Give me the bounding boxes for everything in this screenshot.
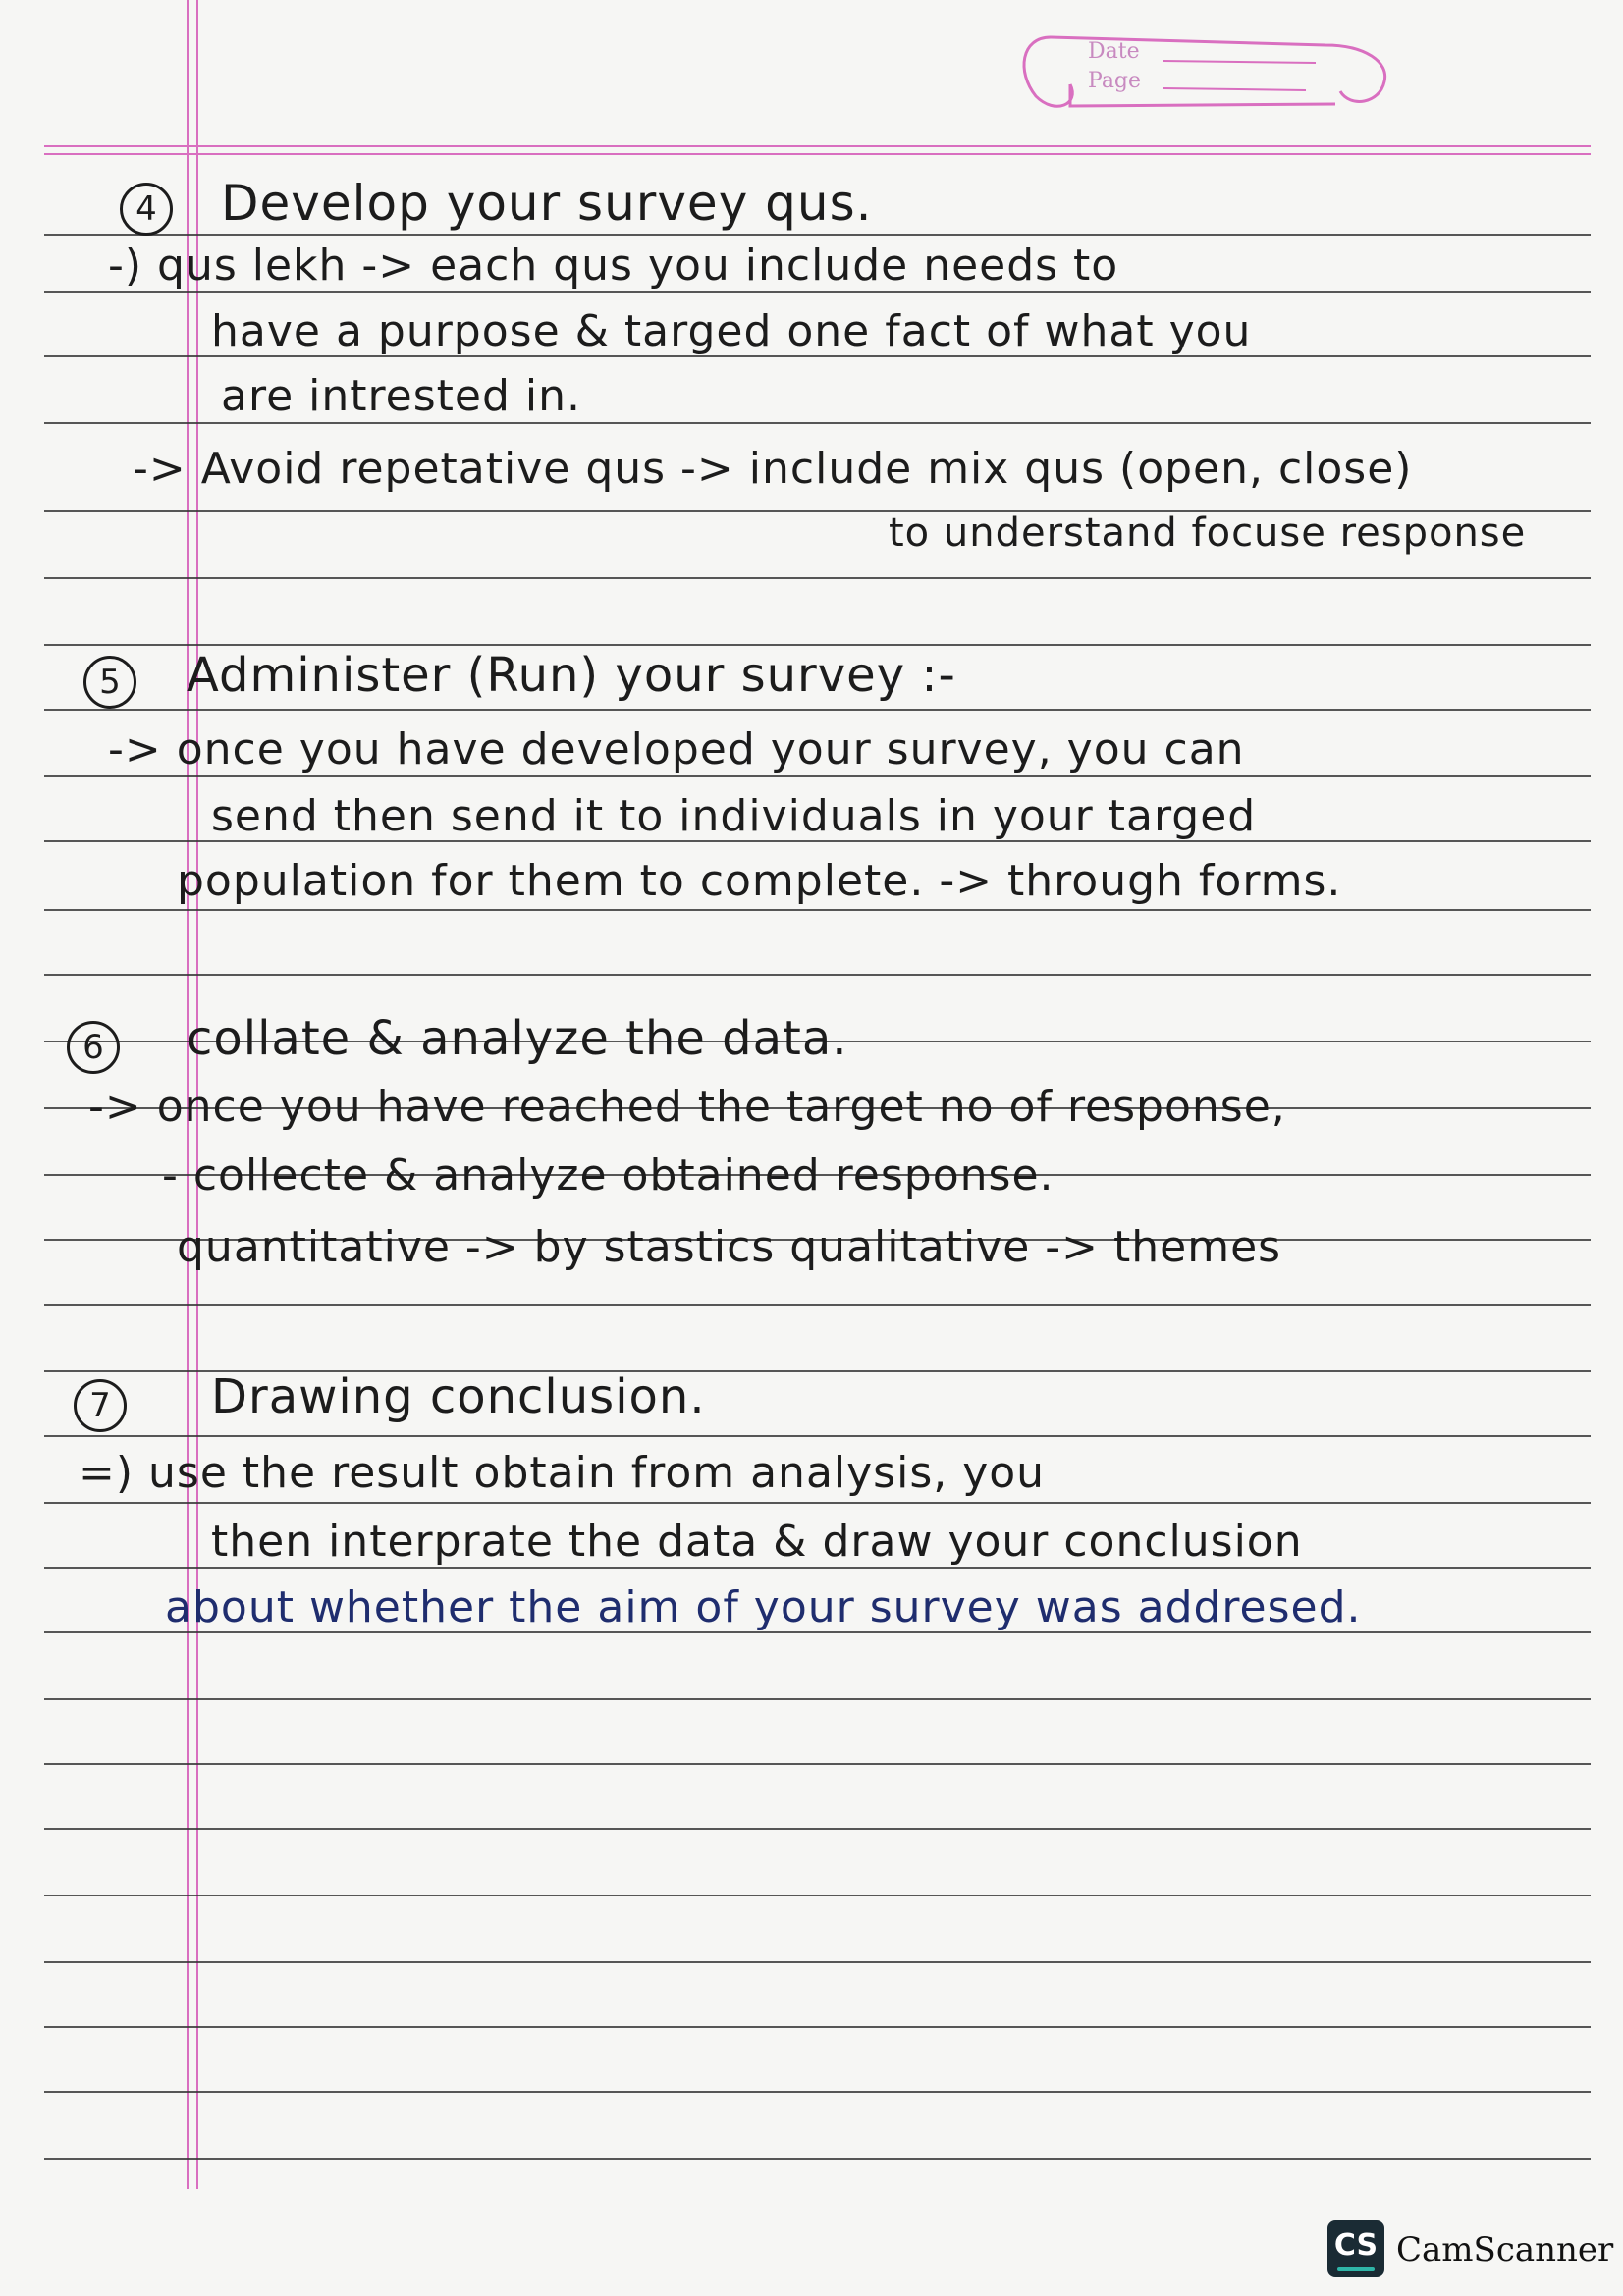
section-number-7: 7 xyxy=(74,1379,127,1432)
camscanner-logo-icon xyxy=(1327,2220,1384,2277)
section-4-heading: Develop your survey qus. xyxy=(221,175,873,232)
section-4-line-2: have a purpose & targed one fact of what you xyxy=(211,306,1252,356)
camscanner-watermark xyxy=(1327,2220,1622,2279)
section-number-4: 4 xyxy=(120,183,173,236)
section-4-line-1: -) qus lekh -> each qus you include needs to xyxy=(108,240,1119,291)
section-4-line-4: -> Avoid repetative qus -> include mix qus (open, close) xyxy=(133,444,1413,494)
section-6-line-2: - collecte & analyze obtained response. xyxy=(162,1150,1055,1201)
section-7-line-1: =) use the result obtain from analysis, you xyxy=(79,1448,1046,1498)
date-page-stamp xyxy=(1011,27,1392,116)
section-7-line-3: about whether the aim of your survey was addresed. xyxy=(165,1582,1362,1632)
section-5-line-3: population for them to complete. -> through forms. xyxy=(177,856,1342,906)
section-7-heading: Drawing conclusion. xyxy=(211,1369,706,1424)
section-number-5: 5 xyxy=(83,656,136,709)
page-label: Page xyxy=(1088,69,1142,93)
top-margin-line-2 xyxy=(44,153,1591,155)
section-number-6: 6 xyxy=(67,1021,120,1074)
section-6-heading: collate & analyze the data. xyxy=(187,1011,848,1066)
top-margin-line xyxy=(44,145,1591,147)
section-7-line-2: then interprate the data & draw your conclusion xyxy=(211,1517,1303,1567)
section-5-line-1: -> once you have developed your survey, you can xyxy=(108,724,1245,774)
section-5-heading: Administer (Run) your survey :- xyxy=(187,648,956,703)
camscanner-brand: CamScanner xyxy=(1396,2230,1614,2269)
section-5-line-2: send then send it to individuals in your targed xyxy=(211,791,1257,841)
section-6-line-3: quantitative -> by stastics qualitative -> themes xyxy=(177,1222,1282,1272)
date-label: Date xyxy=(1088,39,1140,64)
stamp-outline xyxy=(1011,27,1392,116)
section-4-line-3: are intrested in. xyxy=(221,371,581,421)
section-4-line-5: to understand focuse response xyxy=(889,510,1527,556)
camscanner-logo-text: CS xyxy=(1333,2228,1379,2263)
section-6-line-1: -> once you have reached the target no of response, xyxy=(88,1082,1286,1132)
